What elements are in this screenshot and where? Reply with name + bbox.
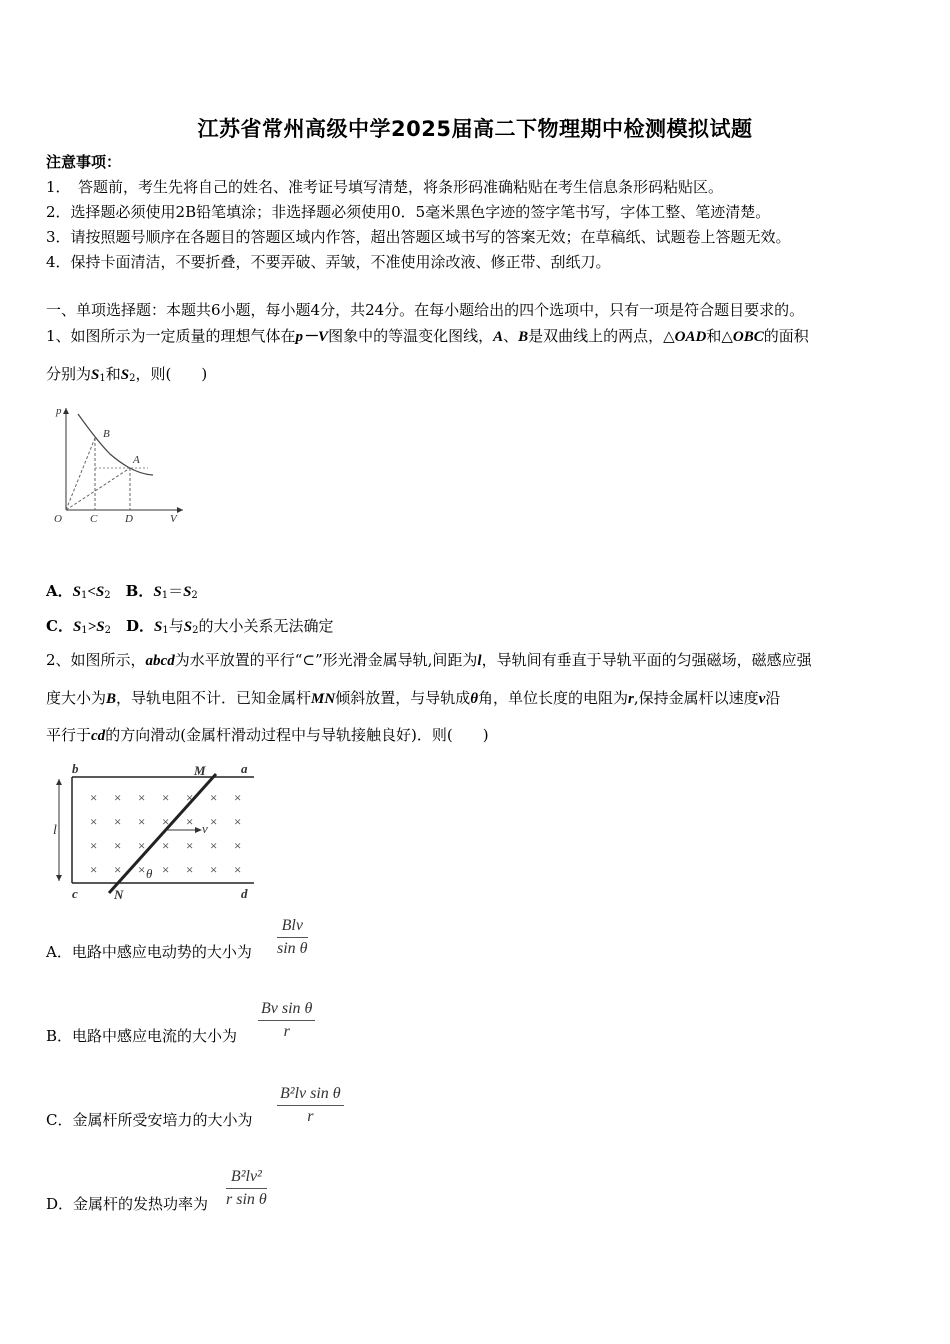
field-cross: × xyxy=(162,790,170,805)
origin-label: O xyxy=(54,513,62,525)
field-cross: × xyxy=(234,814,242,829)
q2-option-c: C．金属杆所受安培力的大小为 xyxy=(46,1111,253,1129)
field-cross: × xyxy=(210,814,218,829)
q2-option-a-formula: Blv sin θ xyxy=(277,917,308,957)
spacing-l-label: l xyxy=(53,823,57,838)
q1-stem-line2: 分别为$S_1$和$S_2$，则( ) xyxy=(46,365,208,384)
q2-option-d: D．金属杆的发热功率为 xyxy=(46,1195,209,1213)
field-cross: × xyxy=(186,790,194,805)
field-cross: × xyxy=(162,862,170,877)
field-cross: × xyxy=(210,838,218,853)
field-cross: × xyxy=(162,838,170,853)
field-cross: × xyxy=(90,862,98,877)
notice-item: 1． 答题前，考生先将自己的姓名、准考证号填写清楚，将条形码准确粘贴在考生信息条形码粘贴区。 xyxy=(46,178,724,196)
field-cross: × xyxy=(114,838,122,853)
field-cross: × xyxy=(90,814,98,829)
field-cross: × xyxy=(138,814,146,829)
axis-p-label: p xyxy=(56,405,62,417)
field-cross: × xyxy=(162,814,170,829)
q2-option-b: B．电路中感应电流的大小为 xyxy=(46,1027,238,1045)
q2-option-b-formula: Bv sin θ r xyxy=(258,1000,315,1041)
field-cross: × xyxy=(114,790,122,805)
point-d-label: D xyxy=(125,513,133,525)
point-c-label: C xyxy=(90,513,98,525)
notice-item: 4．保持卡面清洁，不要折叠，不要弄破、弄皱，不准使用涂改液、修正带、刮纸刀。 xyxy=(46,253,611,271)
q2-stem-line3: 平行于cd的方向滑动(金属杆滑动过程中与导轨接触良好)．则( ) xyxy=(46,726,489,744)
field-cross: × xyxy=(90,790,98,805)
field-cross: × xyxy=(210,790,218,805)
field-cross: × xyxy=(234,838,242,853)
page-title: 江苏省常州高级中学2025届高二下物理期中检测模拟试题 xyxy=(197,117,753,141)
corner-c-label: c xyxy=(72,886,78,901)
field-cross: × xyxy=(114,862,122,877)
q2-stem-line2: 度大小为B，导轨电阻不计．已知金属杆MN倾斜放置，与导轨成θ角，单位长度的电阻为r,保持金属杆以速度v沿 xyxy=(46,689,781,707)
corner-b-label: b xyxy=(72,761,79,776)
notice-heading: 注意事项： xyxy=(46,153,122,171)
pv-graph xyxy=(48,402,188,526)
field-cross: × xyxy=(114,814,122,829)
notice-item: 2．选择题必须使用2B铅笔填涂；非选择题必须使用0．5毫米黑色字迹的签字笔书写，字体工整、笔迹清楚。 xyxy=(46,203,771,221)
notice-item: 3．请按照题号顺序在各题目的答题区域内作答，超出答题区域书写的答案无效；在草稿纸、试题卷上答题无效。 xyxy=(46,228,791,246)
rod-end-n-label: N xyxy=(114,887,124,902)
velocity-label: v xyxy=(202,821,208,836)
section-heading: 一、单项选择题：本题共6小题，每小题4分，共24分。在每小题给出的四个选项中，只有一项是符合题目要求的。 xyxy=(46,301,805,319)
q2-option-c-formula: B²lv sin θ r xyxy=(277,1085,344,1126)
field-cross: × xyxy=(186,814,194,829)
q1-stem-line1: 1、如图所示为一定质量的理想气体在p－V图象中的等温变化图线，A、B是双曲线上的两点，△OAD和△OBC的面积 xyxy=(46,327,809,345)
q2-option-d-formula: B²lv² r sin θ xyxy=(226,1168,267,1208)
point-a-label: A xyxy=(133,454,140,466)
rod-end-m-label: M xyxy=(194,763,206,778)
angle-theta-label: θ xyxy=(146,866,153,881)
magnetic-field-crosses xyxy=(90,790,241,877)
field-cross: × xyxy=(234,790,242,805)
corner-d-label: d xyxy=(241,886,248,901)
point-b-label: B xyxy=(103,428,110,440)
q2-stem-line1: 2、如图所示，abcd为水平放置的平行“⊂”形光滑金属导轨,间距为l，导轨间有垂直于导轨平面的匀强磁场，磁感应强 xyxy=(46,651,812,669)
q1-options-row1: A．$S_1<S_2$ B．$S_1=S_2$ xyxy=(46,582,198,601)
axis-v-label: V xyxy=(170,513,177,525)
corner-a-label: a xyxy=(241,761,248,776)
field-cross: × xyxy=(186,838,194,853)
field-cross: × xyxy=(186,862,194,877)
q1-options-row2: C．$S_1>S_2$ D．$S_1$与$S_2$的大小关系无法确定 xyxy=(46,617,334,636)
field-cross: × xyxy=(138,790,146,805)
field-cross: × xyxy=(234,862,242,877)
field-cross: × xyxy=(138,838,146,853)
q2-option-a: A．电路中感应电动势的大小为 xyxy=(46,943,252,961)
rail-diagram xyxy=(46,760,261,905)
field-cross: × xyxy=(138,862,146,877)
field-cross: × xyxy=(210,862,218,877)
field-cross: × xyxy=(90,838,98,853)
